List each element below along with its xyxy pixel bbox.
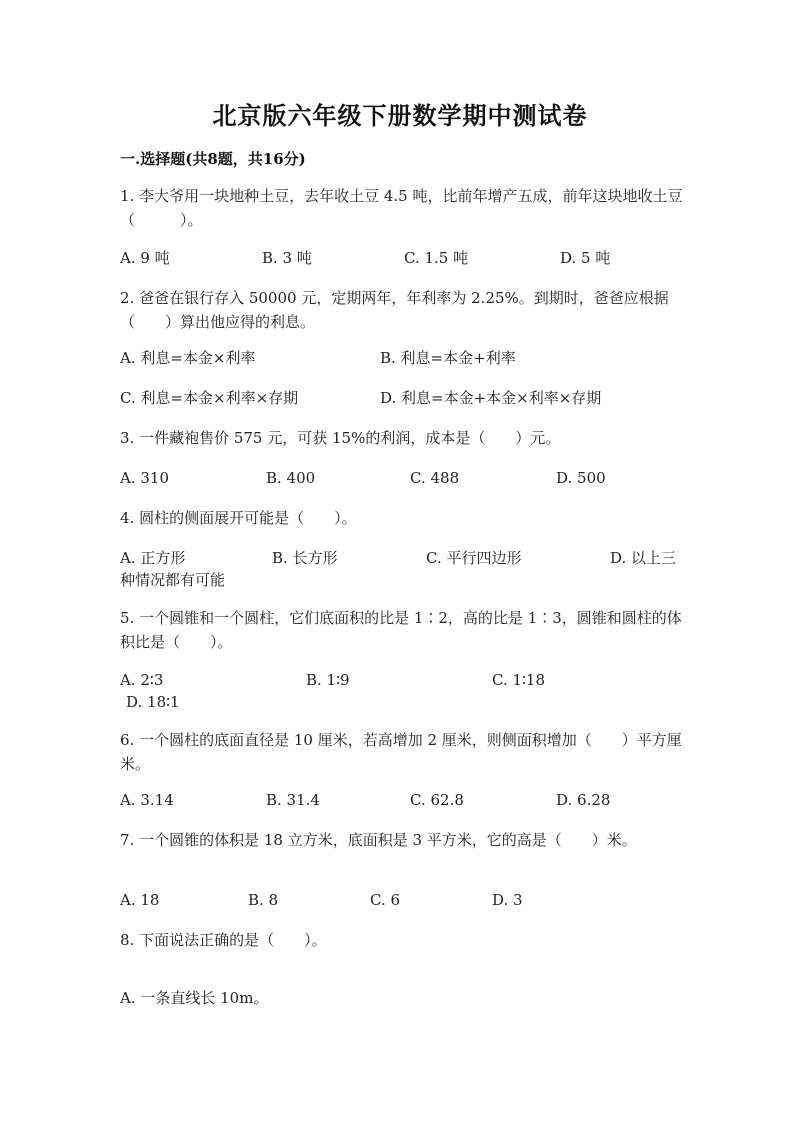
question-4-option-d-continued: 种情况都有可能 bbox=[120, 571, 226, 589]
question-8-stem: 8. 下面说法正确的是（ ）。 bbox=[120, 931, 327, 949]
question-1-stem: 1. 李大爷用一块地种土豆，去年收土豆 4.5 吨，比前年增产五成，前年这块地收土豆（ ）。 bbox=[120, 187, 683, 229]
question-1-option-d: D. 5 吨 bbox=[560, 249, 611, 267]
question-1-option-a: A. 9 吨 bbox=[120, 249, 170, 267]
question-6-option-a: A. 3.14 bbox=[120, 791, 174, 809]
question-1-option-c: C. 1.5 吨 bbox=[404, 249, 469, 267]
question-3-option-b: B. 400 bbox=[266, 469, 316, 487]
question-7-stem: 7. 一个圆锥的体积是 18 立方米，底面积是 3 平方米，它的高是（ ）米。 bbox=[120, 831, 637, 849]
question-5-option-b: B. 1∶9 bbox=[306, 671, 350, 689]
question-1-option-b: B. 3 吨 bbox=[262, 249, 312, 267]
question-7-option-c: C. 6 bbox=[370, 891, 401, 909]
question-4-option-b: B. 长方形 bbox=[272, 549, 338, 567]
question-4-stem: 4. 圆柱的侧面展开可能是（ ）。 bbox=[120, 509, 357, 527]
question-4-option-c: C. 平行四边形 bbox=[426, 549, 522, 567]
question-2-option-a: A. 利息=本金×利率 bbox=[120, 349, 256, 367]
question-4-option-d: D. 以上三 bbox=[610, 549, 677, 567]
question-2-option-d: D. 利息=本金+本金×利率×存期 bbox=[380, 389, 602, 407]
question-6-option-b: B. 31.4 bbox=[266, 791, 320, 809]
question-7-option-a: A. 18 bbox=[120, 891, 160, 909]
question-2-option-c: C. 利息=本金×利率×存期 bbox=[120, 389, 299, 407]
question-2-stem: 2. 爸爸在银行存入 50000 元，定期两年，年利率为 2.25%。到期时，爸爸应根据（ ）算出他应得的利息。 bbox=[120, 289, 669, 331]
question-3-option-a: A. 310 bbox=[120, 469, 169, 487]
question-3-option-c: C. 488 bbox=[410, 469, 460, 487]
question-6-stem: 6. 一个圆柱的底面直径是 10 厘米，若高增加 2 厘米，则侧面积增加（ ）平方厘米。 bbox=[120, 731, 682, 773]
page-title: 北京版六年级下册数学期中测试卷 bbox=[212, 101, 588, 130]
question-3-option-d: D. 500 bbox=[556, 469, 606, 487]
question-6-option-d: D. 6.28 bbox=[556, 791, 611, 809]
question-5-stem: 5. 一个圆锥和一个圆柱，它们底面积的比是 1∶2，高的比是 1∶3，圆锥和圆柱的体积比是（ ）。 bbox=[120, 609, 682, 651]
question-7-option-d: D. 3 bbox=[492, 891, 523, 909]
question-2-option-b: B. 利息=本金+利率 bbox=[380, 349, 516, 367]
question-5-option-d: D. 18∶1 bbox=[126, 693, 180, 711]
question-5-option-a: A. 2∶3 bbox=[120, 671, 164, 689]
question-6-option-c: C. 62.8 bbox=[410, 791, 464, 809]
question-8-option-a: A. 一条直线长 10m。 bbox=[120, 989, 269, 1007]
question-4-option-a: A. 正方形 bbox=[120, 549, 186, 567]
question-3-stem: 3. 一件藏袍售价 575 元，可获 15%的利润，成本是（ ）元。 bbox=[120, 429, 561, 447]
question-7-option-b: B. 8 bbox=[248, 891, 279, 909]
question-5-option-c: C. 1∶18 bbox=[492, 671, 546, 689]
section-heading: 一.选择题(共8题，共16分) bbox=[120, 150, 306, 168]
